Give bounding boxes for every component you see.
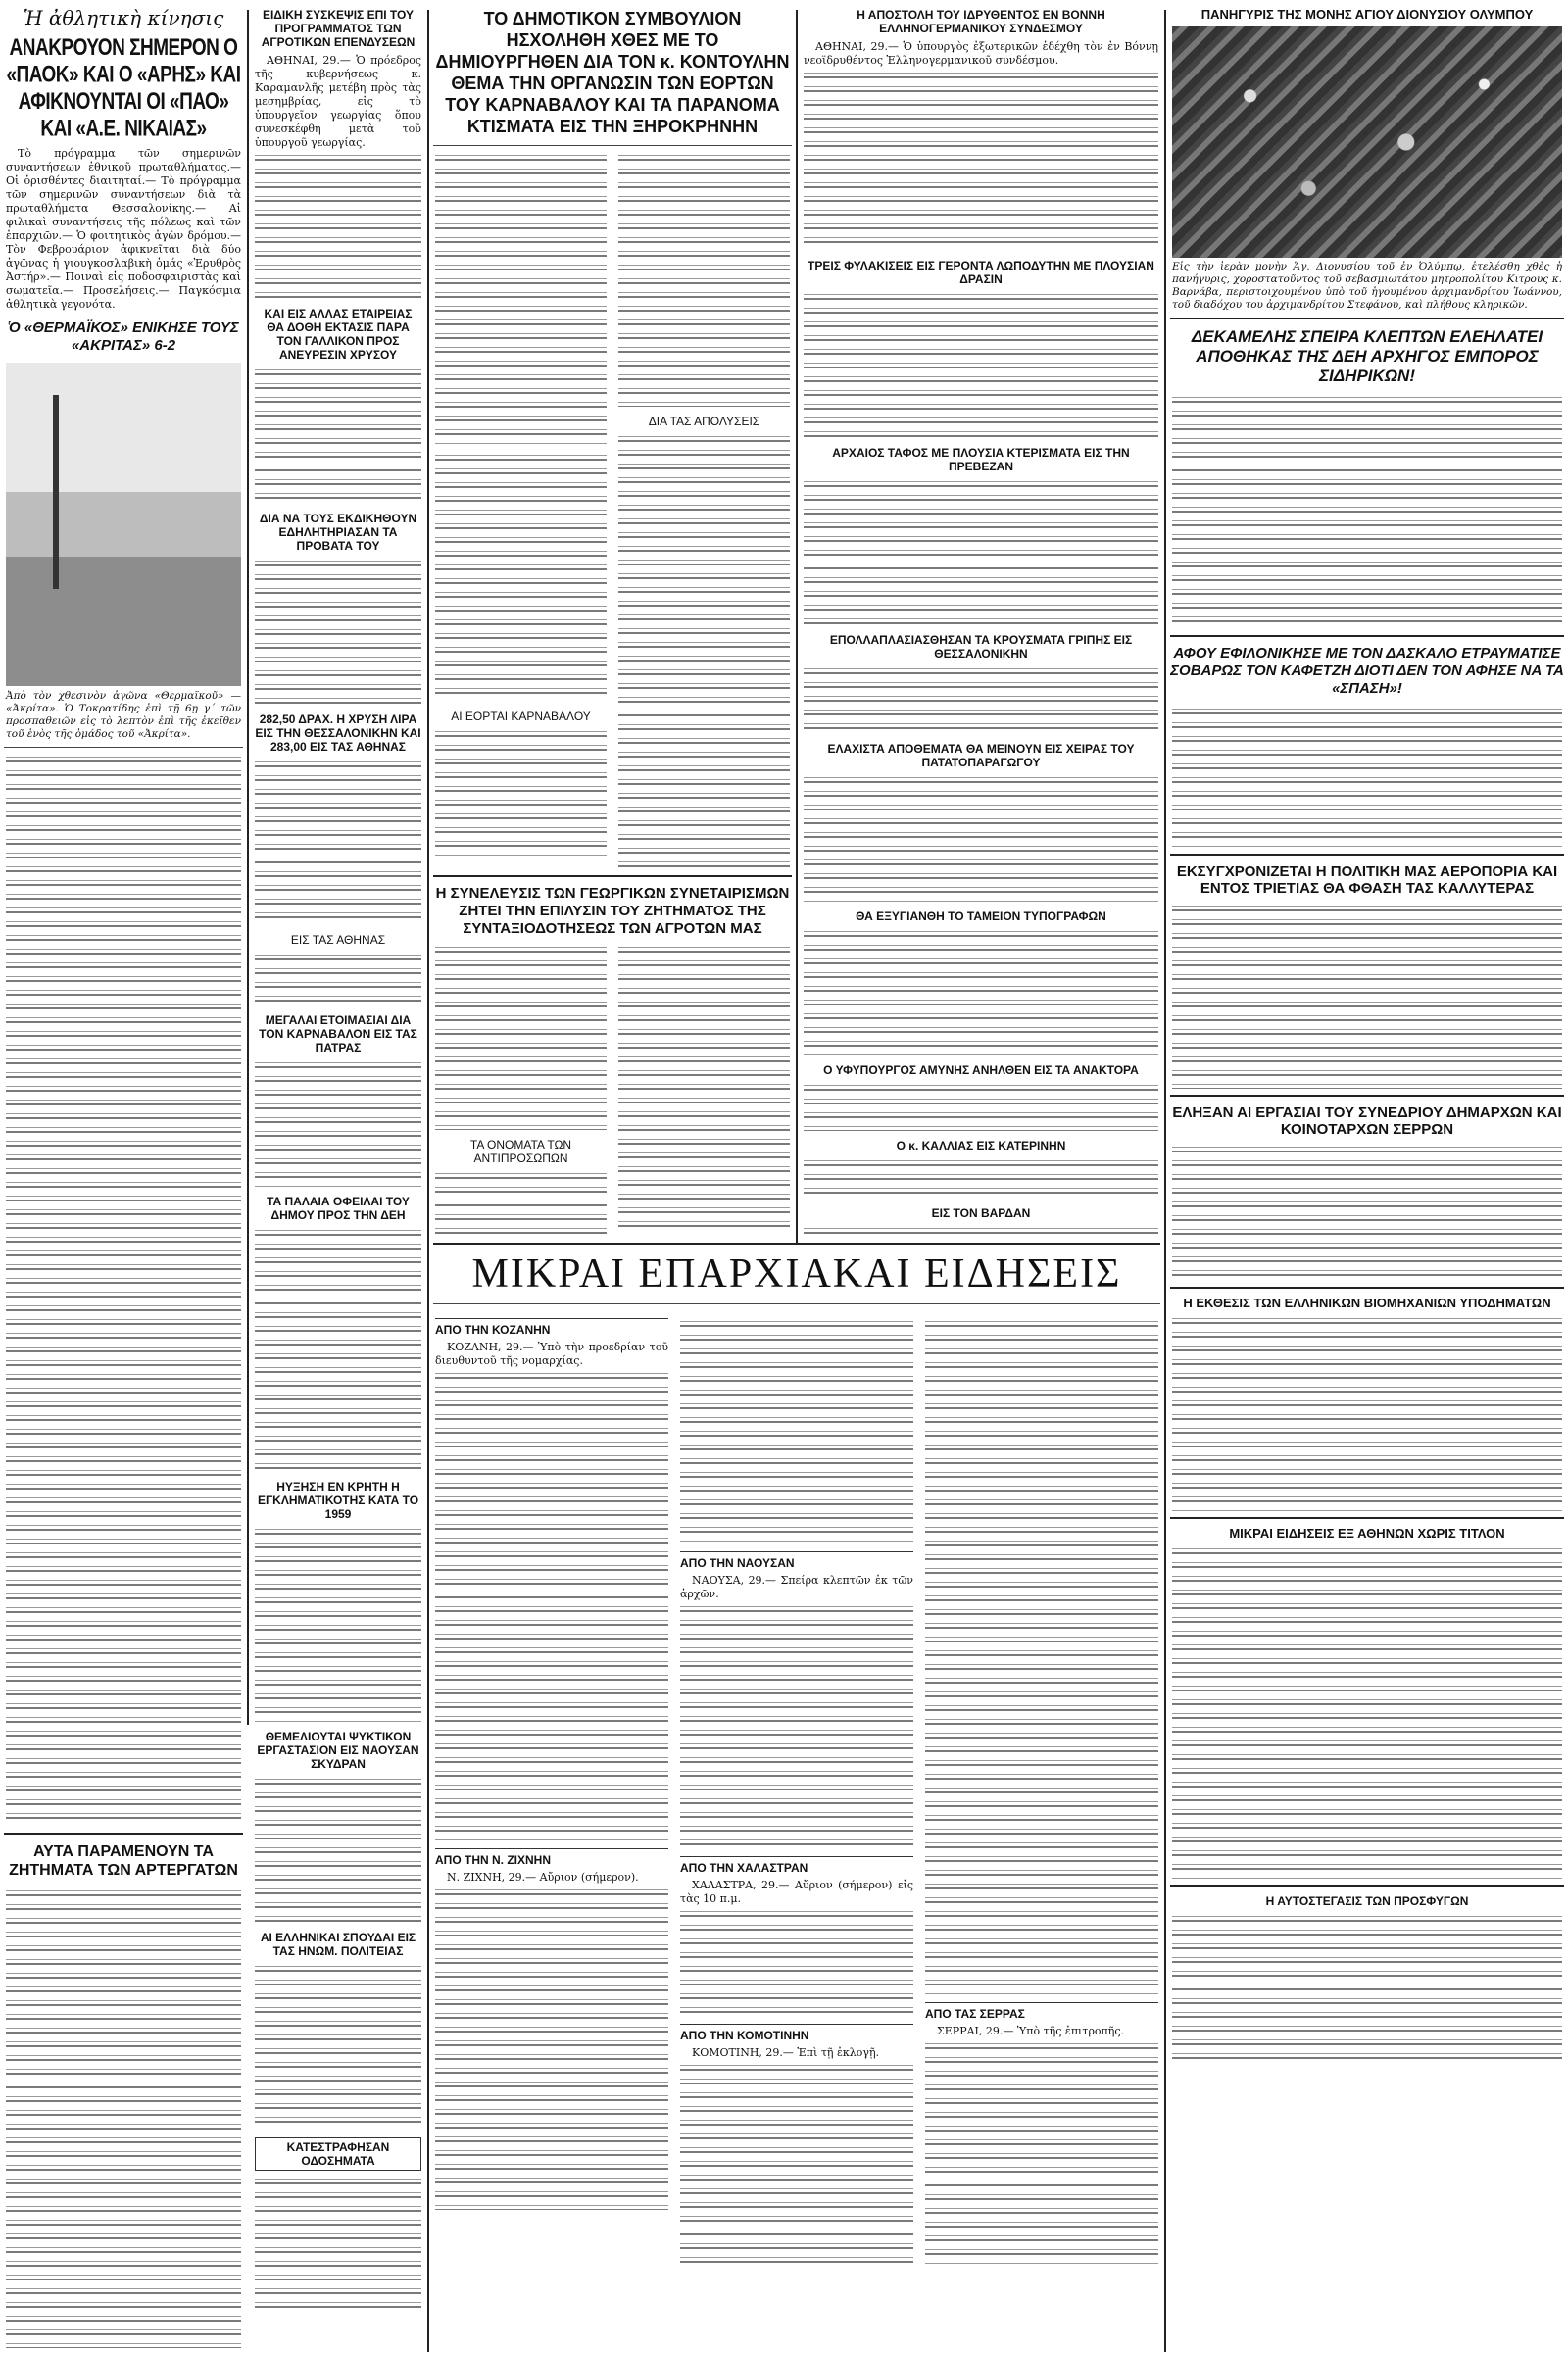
- divider: [1170, 1517, 1564, 1519]
- two-col-body: [433, 944, 792, 1235]
- column-rule: [796, 10, 798, 1245]
- subhead-apolyseis: ΔΙΑ ΤΑΣ ΑΠΟΛΥΣΕΙΣ: [648, 415, 760, 428]
- lead-text: Τὸ πρόγραμμα τῶν σημερινῶν συναντήσεων ἐθνικοῦ πρωταθλήματος.— Οἱ ὁρισθέντες διαιτηταί.— Τὸ πρόγραμμα τῶν σημερινῶν συναντήσεων διὰ τὰ πρωταθλήματα Θεσσαλονίκης.— Αἱ φιλικαὶ συναντήσεις τῆς πόλεως καὶ τῶν ἐπαρχιῶν.— Ὁ φοιτητικὸς ἀγὼν δρόμου.— Τὸν Φεβρουάριον ἀφικνεῖται διὰ δύο ἀγῶνας ἡ γιουγκοσλαβικὴ ὁμάς «Ἐρυθρὸς Ἀστήρ».— Ποιναὶ εἰς ποδοσφαιριστὰς καὶ σωματεῖα.— Προσελήσεις.— Παγκόσμια ἀθλητικὰ γεγονότα.: [6, 147, 241, 311]
- section-label: Ἡ ἀθλητικὴ κίνησις: [23, 6, 224, 29]
- article-body-placeholder: [1172, 1144, 1562, 1281]
- article-body-placeholder: [680, 2062, 913, 2268]
- dateline-text: ΝΑΟΥΣΑ, 29.— Σπείρα κλεπτῶν ἐκ τῶν ἀρχῶν.: [680, 1574, 913, 1600]
- article-body-placeholder: [804, 70, 1158, 251]
- article-body-placeholder: [6, 1887, 241, 2348]
- headline-speira: ΔΕΚΑΜΕΛΗΣ ΣΠΕΙΡΑ ΚΛΕΠΤΩΝ ΕΛΕΗΛΑΤΕΙ ΑΠΟΘΗΚΑΣ ΤΗΣ ΔΕΗ ΑΡΧΗΓΟΣ ΕΜΠΟΡΟΣ ΣΙΔΗΡΙΚΩΝ!: [1191, 327, 1544, 385]
- bottom-col-2: [678, 1310, 915, 2268]
- dateline: [680, 2046, 913, 2060]
- headline-synetairismoi: Η ΣΥΝΕΛΕΥΣΙΣ ΤΩΝ ΓΕΩΡΓΙΚΩΝ ΣΥΝΕΤΑΙΡΙΣΜΩΝ ΖΗΤΕΙ ΤΗΝ ΕΠΙΛΥΣΙΝ ΤΟΥ ΖΗΤΗΜΑΤΟΣ ΤΗΣ ΣΥΝΤΑΞΙΟΔΟΤΗΣΕΩΣ ΤΩΝ ΑΓΡΟΤΩΝ ΜΑΣ: [435, 885, 790, 937]
- article-body-placeholder: [435, 944, 607, 1130]
- headline-lopodytis: ΤΡΕΙΣ ΦΥΛΑΚΙΣΕΙΣ ΕΙΣ ΓΕΡΟΝΤΑ ΛΩΠΟΔΥΤΗΝ ΜΕ ΠΛΟΥΣΙΑΝ ΔΡΑΣΙΝ: [808, 259, 1154, 286]
- column-rule: [427, 10, 429, 2352]
- article-body-placeholder: [804, 928, 1158, 1055]
- article-body-placeholder: [618, 433, 790, 869]
- divider: [4, 1833, 243, 1835]
- divider: [433, 145, 792, 146]
- headline-vardas: ΕΙΣ ΤΟΝ ΒΑΡΔΑΝ: [931, 1206, 1031, 1220]
- divider: [1170, 854, 1564, 856]
- dateline: [804, 40, 1158, 68]
- headline-kallias: Ο κ. ΚΑΛΛΙΑΣ ΕΙΣ ΚΑΤΕΡΙΝΗΝ: [896, 1139, 1066, 1152]
- photo-caption: Ἀπὸ τὸν χθεσινὸν ἀγῶνα «Θερμαϊκοῦ» — «Ἀκρίτα». Ὁ Τοκρατίδης ἐπὶ τῇ 6ῃ γ΄ τῶν προσπαθειῶν εἰς τὸ λεπτὸν ἐπὶ τῆς ἐκεῖθεν τοῦ ἑνὸς τῆς ὁμάδος τοῦ «Ἀκρίτα».: [6, 690, 241, 740]
- article-body-placeholder: [804, 1082, 1158, 1131]
- article-body-placeholder: [804, 291, 1158, 438]
- subhead-serrai: ΑΠΟ ΤΑΣ ΣΕΡΡΑΣ: [925, 2002, 1158, 2021]
- subcol-right: [616, 944, 792, 1235]
- divider: [1170, 1095, 1564, 1097]
- article-body-placeholder: [255, 1059, 421, 1187]
- dateline-text: Ν. ΖΙΧΝΗ, 29.— Αὔριον (σήμερον).: [447, 1871, 639, 1884]
- article-body-placeholder: [1172, 1315, 1562, 1511]
- headline-spoudai: ΑΙ ΕΛΛΗΝΙΚΑΙ ΣΠΟΥΔΑΙ ΕΙΣ ΤΑΣ ΗΝΩΜ. ΠΟΛΙΤΕΙΑΣ: [260, 1931, 416, 1958]
- bottom-col-3: [923, 1310, 1160, 2268]
- headline-dei: ΤΑ ΠΑΛΑΙΑ ΟΦΕΙΛΑΙ ΤΟΥ ΔΗΜΟΥ ΠΡΟΣ ΤΗΝ ΔΕΗ: [267, 1195, 410, 1222]
- divider: [433, 1243, 1160, 1245]
- photo-caption: Εἰς τὴν ἱερὰν μονὴν Ἁγ. Διονυσίου τοῦ ἐν Ὀλύμπῳ, ἐτελέσθη χθὲς ἡ πανήγυρις, χοροστατοῦντος τοῦ σεβασμιωτάτου μητροπολίτου Κιτρους κ. Βαρνάβα, περιστοιχουμένου ὑπὸ τοῦ ἡγουμένου ἀρχιμανδρίτου Ἰωάννου, τοῦ διαδόχου του ἀρχιμανδρίτου Στεφάνου, καὶ πλήθους κληρικῶν.: [1172, 261, 1562, 311]
- subcol-left: [433, 152, 609, 869]
- article-body-placeholder: [435, 728, 607, 856]
- article-body-placeholder: [255, 759, 421, 925]
- article-body-placeholder: [804, 774, 1158, 902]
- divider: [433, 1303, 1160, 1304]
- dateline-text: ΑΘΗΝΑΙ, 29.— Ὁ πρόεδρος τῆς κυβερνήσεως κ. Καραμανλῆς μετέβη πρὸς τὰς μεσημβρίας, εἰς τὸ ὑπουργεῖον γεωργίας ὅπου συνεσκέφθη μετὰ τοῦ ὑπουργοῦ γεωργίας.: [255, 54, 421, 149]
- divider: [1170, 1287, 1564, 1289]
- photo-match-image: [6, 363, 241, 686]
- dateline-text: ΧΑΛΑΣΤΡΑ, 29.— Αὔριον (σήμερον) εἰς τὰς 10 π.μ.: [680, 1879, 913, 1905]
- article-body-placeholder: [925, 1318, 1158, 1994]
- headline-tafos: ΑΡΧΑΙΟΣ ΤΑΦΟΣ ΜΕ ΠΛΟΥΣΙΑ ΚΤΕΡΙΣΜΑΤΑ ΕΙΣ ΤΗΝ ΠΡΕΒΕΖΑΝ: [832, 446, 1130, 473]
- article-body-placeholder: [804, 1157, 1158, 1199]
- headline-aeroporia: ΕΚΣΥΓΧΡΟΝΙΖΕΤΑΙ Η ΠΟΛΙΤΙΚΗ ΜΑΣ ΑΕΡΟΠΟΡΙΑ ΚΑΙ ΕΝΤΟΣ ΤΡΙΕΤΙΑΣ ΘΑ ΦΘΑΣΗ ΤΑΣ ΚΑΛΛΥΤΕΡΑΣ: [1176, 863, 1558, 897]
- article-body-placeholder: [925, 2040, 1158, 2266]
- article-body-placeholder: [435, 152, 607, 446]
- headline-syskepsis: ΕΙΔΙΚΗ ΣΥΣΚΕΨΙΣ ΕΠΙ ΤΟΥ ΠΡΟΓΡΑΜΜΑΤΟΣ ΤΩΝ ΑΓΡΟΤΙΚΩΝ ΕΠΕΝΔΥΣΕΩΝ: [261, 8, 416, 49]
- article-body-placeholder: [680, 1908, 913, 2016]
- column-news-4: [802, 0, 1160, 1235]
- column-news-2: [253, 0, 423, 2352]
- subcol-left: [433, 944, 609, 1235]
- article-body-placeholder: [1172, 903, 1562, 1089]
- divider: [1170, 635, 1564, 637]
- headline-lira: 282,50 ΔΡΑΧ. Η ΧΡΥΣΗ ΛΙΡΑ ΕΙΣ ΤΗΝ ΘΕΣΣΑΛΟΝΙΚΗΝ ΚΑΙ 283,00 ΕΙΣ ΤΑΣ ΑΘΗΝΑΣ: [255, 712, 421, 754]
- article-body-placeholder: [6, 754, 241, 1827]
- two-col-body: [433, 152, 792, 869]
- headline-vonni: Η ΑΠΟΣΤΟΛΗ ΤΟΥ ΙΔΡΥΘΕΝΤΟΣ ΕΝ ΒΟΝΝΗ ΕΛΛΗΝΟΓΕΡΜΑΝΙΚΟΥ ΣΥΝΔΕΣΜΟΥ: [857, 8, 1105, 35]
- article-body-placeholder: [255, 952, 421, 1005]
- bottom-provincial-news: [433, 1237, 1160, 2349]
- headline-synedrio-serron: ΕΛΗΞΑΝ ΑΙ ΕΡΓΑΣΙΑΙ ΤΟΥ ΣΥΝΕΔΡΙΟΥ ΔΗΜΑΡΧΩΝ ΚΑΙ ΚΟΙΝΟΤΑΡΧΩΝ ΣΕΡΡΩΝ: [1172, 1104, 1562, 1138]
- article-body-placeholder: [255, 1227, 421, 1472]
- article-body-placeholder: [804, 665, 1158, 734]
- headline-typografoi: ΘΑ ΕΞΥΓΙΑΝΘΗ ΤΟ ΤΑΜΕΙΟΝ ΤΥΠΟΓΡΑΦΩΝ: [856, 909, 1106, 923]
- divider: [433, 875, 792, 877]
- dateline: [680, 1574, 913, 1601]
- dateline: [435, 1871, 668, 1885]
- headline-odosimata: ΚΑΤΕΣΤΡΑΦΗΣΑΝ ΟΔΟΣΗΜΑΤΑ: [255, 2137, 421, 2171]
- article-body-placeholder: [435, 1370, 668, 1840]
- headline-ypodimata: Η ΕΚΘΕΣΙΣ ΤΩΝ ΕΛΛΗΝΙΚΩΝ ΒΙΟΜΗΧΑΝΙΩΝ ΥΠΟΔΗΜΑΤΩΝ: [1183, 1296, 1551, 1310]
- dateline-text: ΣΕΡΡΑΙ, 29.— Ὑπὸ τῆς ἐπιτροπῆς.: [937, 2025, 1125, 2037]
- divider: [1170, 318, 1564, 319]
- headline-dimotiko-symvoulio: ΤΟ ΔΗΜΟΤΙΚΟΝ ΣΥΜΒΟΥΛΙΟΝ ΗΣΧΟΛΗΘΗ ΧΘΕΣ ΜΕ ΤΟ ΔΗΜΙΟΥΡΓΗΘΕΝ ΔΙΑ ΤΟΝ κ. ΚΟΝΤΟΥΛΗΝ ΘΕΜΑ ΤΗΝ ΟΡΓΑΝΩΣΙΝ ΤΩΝ ΕΟΡΤΩΝ ΤΟΥ ΚΑΡΝΑΒΑΛΟΥ ΚΑΙ ΤΑ ΠΑΡΑΝΟΜΑ ΚΤΙΣΜΑΤΑ ΕΙΣ ΤΗΝ ΞΗΡΟΚΡΗΝΗΝ: [435, 9, 790, 136]
- headline-kriti: ΗΥΞΗΣΗ ΕΝ ΚΡΗΤΗ Η ΕΓΚΛΗΜΑΤΙΚΟΤΗΣ ΚΑΤΑ ΤΟ 1959: [257, 1480, 419, 1521]
- subhead-chalastra: ΑΠΟ ΤΗΝ ΧΑΛΑΣΤΡΑΝ: [680, 1856, 913, 1875]
- column-rule: [1164, 10, 1166, 2352]
- photo-monastery-image: [1172, 26, 1562, 258]
- photo-match: [6, 363, 241, 686]
- bottom-col-1: [433, 1310, 670, 2268]
- column-sports: [4, 0, 243, 2352]
- article-body-placeholder: [255, 2176, 421, 2313]
- article-body-placeholder: [1172, 706, 1562, 848]
- article-body-placeholder: [255, 1526, 421, 1722]
- photo-monastery: [1172, 26, 1562, 258]
- article-body-placeholder: [435, 452, 607, 702]
- subhead-onomata: ΤΑ ΟΝΟΜΑΤΑ ΤΩΝ ΑΝΤΙΠΡΟΣΩΠΩΝ: [469, 1138, 572, 1165]
- column-news-5: [1170, 0, 1564, 2352]
- divider: [1170, 1885, 1564, 1887]
- dateline-text: ΚΟΜΟΤΙΝΗ, 29.— Ἐπὶ τῇ ἐκλογῇ.: [692, 2046, 880, 2059]
- dateline: [925, 2025, 1158, 2038]
- banner-mikrai-eparchiakai: ΜΙΚΡΑΙ ΕΠΑΡΧΙΑΚΑΙ ΕΙΔΗΣΕΙΣ: [471, 1251, 1122, 1297]
- dateline: [435, 1341, 668, 1368]
- article-body-placeholder: [255, 1963, 421, 2130]
- column-dimotiko: [433, 0, 792, 1235]
- subcol-right: [616, 152, 792, 869]
- dateline: [680, 1879, 913, 1906]
- article-body-placeholder: [804, 478, 1158, 625]
- headline-panigyris: ΠΑΝΗΓΥΡΙΣ ΤΗΣ ΜΟΝΗΣ ΑΓΙΟΥ ΔΙΟΝΥΣΙΟΥ ΟΛΥΜΠΟΥ: [1200, 7, 1534, 22]
- lead-paragraph: [6, 147, 241, 312]
- headline-paok-aris: ΑΝΑΚΡΟΥΟΝ ΣΗΜΕΡΟΝ Ο «ΠΑΟΚ» ΚΑΙ Ο «ΑΡΗΣ» ΚΑΙ ΑΦΙΚΝΟΥΝΤΑΙ ΟΙ «ΠΑΟ» ΚΑΙ «Α.Ε. ΝΙΚΑΙΑΣ»: [6, 35, 241, 142]
- headline-kafetzis: ΑΦΟΥ ΕΦΙΛΟΝΙΚΗΣΕ ΜΕ ΤΟΝ ΔΑΣΚΑΛΟ ΕΤΡΑΥΜΑΤΙΣΕ ΣΟΒΑΡΩΣ ΤΟΝ ΚΑΦΕΤΖΗ ΔΙΟΤΙ ΔΕΝ ΤΟΝ ΑΦΗΣΕ ΝΑ ΤΑ «ΣΠΑΣΗ»!: [1170, 645, 1564, 697]
- article-body-placeholder: [1172, 394, 1562, 629]
- article-body-placeholder: [435, 1887, 668, 2210]
- headline-patates: ΕΛΑΧΙΣΤΑ ΑΠΟΘΕΜΑΤΑ ΘΑ ΜΕΙΝΟΥΝ ΕΙΣ ΧΕΙΡΑΣ ΤΟΥ ΠΑΤΑΤΟΠΑΡΑΓΩΓΟΥ: [827, 742, 1135, 769]
- subhead-kozani: ΑΠΟ ΤΗΝ ΚΟΖΑΝΗΝ: [435, 1318, 668, 1337]
- headline-thermaikos: Ὁ «ΘΕΡΜΑΪΚΟΣ» ΕΝΙΚΗΣΕ ΤΟΥΣ «ΑΚΡΙΤΑΣ» 6-2: [8, 319, 239, 354]
- subhead-eortai: ΑΙ ΕΟΡΤΑΙ ΚΑΡΝΑΒΑΛΟΥ: [451, 710, 591, 723]
- article-body-placeholder: [255, 1776, 421, 1923]
- article-body-placeholder: [680, 1603, 913, 1848]
- headline-karnavalos-patras: ΜΕΓΑΛΑΙ ΕΤΟΙΜΑΣΙΑΙ ΔΙΑ ΤΟΝ ΚΑΡΝΑΒΑΛΟΝ ΕΙΣ ΤΑΣ ΠΑΤΡΑΣ: [259, 1013, 417, 1054]
- article-body-placeholder: [255, 367, 421, 504]
- headline-artergates: ΑΥΤΑ ΠΑΡΑΜΕΝΟΥΝ ΤΑ ΖΗΤΗΜΑΤΑ ΤΩΝ ΑΡΤΕΡΓΑΤΩΝ: [9, 1843, 238, 1879]
- headline-xrysos: ΚΑΙ ΕΙΣ ΑΛΛΑΣ ΕΤΑΙΡΕΙΑΣ ΘΑ ΔΟΘΗ ΕΚΤΑΣΙΣ ΠΑΡΑ ΤΟΝ ΓΑΛΛΙΚΟΝ ΠΡΟΣ ΑΝΕΥΡΕΣΙΝ ΧΡΥΣΟΥ: [264, 307, 413, 362]
- divider: [4, 747, 243, 748]
- article-body-placeholder: [618, 152, 790, 407]
- dateline-text: ΑΘΗΝΑΙ, 29.— Ὁ ὑπουργὸς ἐξωτερικῶν ἐδέχθη τὸν ἐν Βόννῃ νεοϊδρυθέντος Ἑλληνογερμανικοῦ συνδέσμου.: [804, 40, 1158, 67]
- article-body-placeholder: [680, 1318, 913, 1544]
- headline-psyktiko: ΘΕΜΕΛΙΟΥΤΑΙ ΨΥΚΤΙΚΟΝ ΕΡΓΑΣΤΑΣΙΟΝ ΕΙΣ ΝΑΟΥΣΑΝ ΣΚΥΔΡΑΝ: [257, 1730, 419, 1771]
- subhead-zichni: ΑΠΟ ΤΗΝ Ν. ΖΙΧΝΗΝ: [435, 1848, 668, 1867]
- article-body-placeholder: [255, 558, 421, 705]
- dateline-text: ΚΟΖΑΝΗ, 29.— Ὑπὸ τὴν προεδρίαν τοῦ διευθυντοῦ τῆς νομαρχίας.: [435, 1341, 668, 1367]
- dateline: [255, 54, 421, 150]
- article-body-placeholder: [804, 1225, 1158, 1235]
- article-body-placeholder: [1172, 1913, 1562, 2060]
- headline-autostegasis: Η ΑΥΤΟΣΤΕΓΑΣΙΣ ΤΩΝ ΠΡΟΣΦΥΓΩΝ: [1265, 1894, 1469, 1908]
- bottom-columns: [433, 1310, 1160, 2268]
- subhead-naousa: ΑΠΟ ΤΗΝ ΝΑΟΥΣΑΝ: [680, 1551, 913, 1570]
- subhead-athinai: ΕΙΣ ΤΑΣ ΑΘΗΝΑΣ: [290, 933, 386, 947]
- article-body-placeholder: [1172, 1545, 1562, 1879]
- subhead-komotini: ΑΠΟ ΤΗΝ ΚΟΜΟΤΙΝΗΝ: [680, 2024, 913, 2042]
- column-rule: [247, 10, 249, 1725]
- article-body-placeholder: [618, 944, 790, 1235]
- headline-anaktora: Ο ΥΦΥΠΟΥΡΓΟΣ ΑΜΥΝΗΣ ΑΝΗΛΘΕΝ ΕΙΣ ΤΑ ΑΝΑΚΤΟΡΑ: [823, 1063, 1139, 1077]
- article-body-placeholder: [435, 1170, 607, 1235]
- headline-provata: ΔΙΑ ΝΑ ΤΟΥΣ ΕΚΔΙΚΗΘΟΥΝ ΕΔΗΛΗΤΗΡΙΑΣΑΝ ΤΑ ΠΡΟΒΑΤΑ ΤΟΥ: [259, 512, 417, 553]
- headline-gripi: ΕΠΟΛΛΑΠΛΑΣΙΑΣΘΗΣΑΝ ΤΑ ΚΡΟΥΣΜΑΤΑ ΓΡΙΠΗΣ ΕΙΣ ΘΕΣΣΑΛΟΝΙΚΗΝ: [829, 633, 1133, 661]
- article-body-placeholder: [255, 152, 421, 299]
- headline-mikrai-athinon: ΜΙΚΡΑΙ ΕΙΔΗΣΕΙΣ ΕΞ ΑΘΗΝΩΝ ΧΩΡΙΣ ΤΙΤΛΟΝ: [1229, 1526, 1505, 1541]
